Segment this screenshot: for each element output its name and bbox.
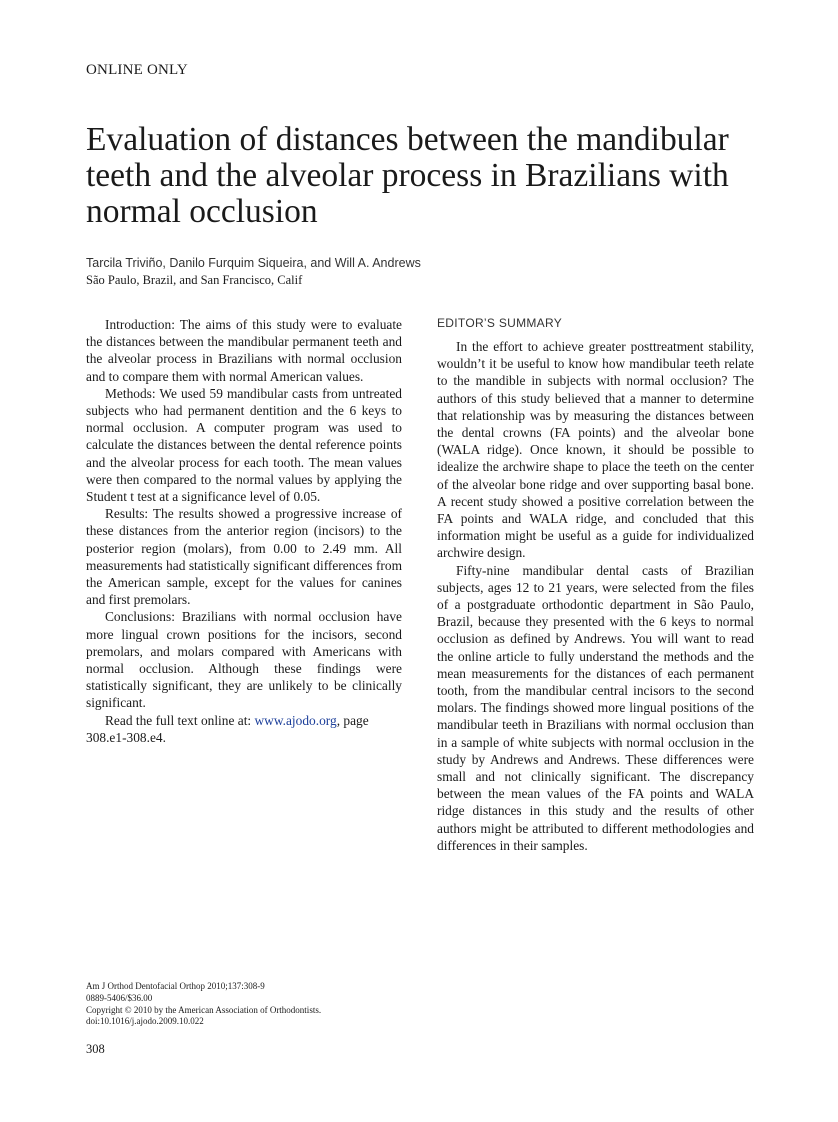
doi: doi:10.1016/j.ajodo.2009.10.022 — [86, 1016, 204, 1027]
editors-summary — [437, 316, 754, 854]
copyright: Copyright © 2010 by the American Association of Orthodontists. — [86, 1004, 322, 1015]
abstract — [86, 316, 402, 746]
editors-summary-heading: EDITOR’S SUMMARY — [437, 316, 563, 330]
abstract-results: Results: The results showed a progressive increase of these distances from the anterior region (incisors) to the posterior region (molars), from 0.00 to 2.49 mm. All measurements had statistically significant differences from the American sample, except for the values for canines and first premolars. — [86, 506, 402, 608]
editors-summary-paragraph-2: Fifty-nine mandibular dental casts of Brazilian subjects, ages 12 to 21 years, were selected from the files of a postgraduate orthodontic department in São Paulo, Brazil, because they presented with the 6 keys to normal occlusion as defined by Andrews. You will want to read the online article to fully understand the methods and the mean measurements for the distances of each permanent tooth, from the mandibular central incisors to the second molars. The findings showed more lingual positions of the mandibular teeth in Brazilians with normal occlusion than in a sample of white subjects with normal occlusion in the study by Andrews and Andrews. These differences were small and not clinically significant. The discrepancy between the mean values of the FA points and WALA ridge distances in this study and the results of other authors might be attributed to different methodologies and differences in their samples. — [437, 562, 754, 853]
abstract-methods: Methods: We used 59 mandibular casts from untreated subjects who had permanent dentition and the 6 keys to normal occlusion. A computer program was used to calculate the distances between the dental reference points and the alveolar process for each tooth. The mean values were then compared to the normal values by applying the Student t test at a significance level of 0.05. — [86, 385, 402, 505]
section-label: ONLINE ONLY — [86, 62, 188, 78]
article-title: Evaluation of distances between the mandibular teeth and the alveolar process in Brazilians with normal occlusion — [86, 121, 729, 230]
page-number: 308 — [86, 1042, 105, 1056]
abstract-conclusions: Conclusions: Brazilians with normal occlusion have more lingual crown positions for the incisors, second premolars, and molars compared with Americans with normal occlusion. Although these findings were statistically significant, they are unlikely to be clinically significant. — [86, 609, 402, 711]
editors-summary-paragraph-1: In the effort to achieve greater posttreatment stability, wouldn’t it be useful to know how mandibular teeth relate to the mandible in subjects with normal occlusion? The authors of this study believed that a manner to determine that relationship was by measuring the distances between the dental crowns (FA points) and the alveolar bone (WALA ridge). Once known, it should be possible to idealize the archwire shape to place the teeth on the center of the alveolar bone ridge and over supporting basal bone. A recent study showed a positive correlation between the FA points and WALA ridge, and concluded that this information might be useful as a guide for individualized archwire design. — [437, 339, 754, 561]
read-online-suffix: , page 308.e1-308.e4. — [86, 712, 369, 745]
read-online-prefix: Read the full text online at: — [105, 712, 255, 728]
ajodo-link[interactable]: www.ajodo.org — [254, 712, 337, 728]
abstract-introduction: Introduction: The aims of this study were to evaluate the distances between the mandibular permanent teeth and the alveolar process in Brazilians with normal occlusion and to compare them with normal American values. — [86, 317, 402, 384]
author-affiliation: São Paulo, Brazil, and San Francisco, Calif — [86, 273, 303, 287]
citation-footer — [86, 981, 321, 1028]
abstract-read-online — [86, 712, 402, 746]
author-list: Tarcila Triviño, Danilo Furquim Siqueira, and Will A. Andrews — [86, 256, 421, 270]
issn: 0889-5406/$36.00 — [86, 992, 153, 1003]
journal-citation: Am J Orthod Dentofacial Orthop 2010;137:308-9 — [86, 981, 265, 991]
